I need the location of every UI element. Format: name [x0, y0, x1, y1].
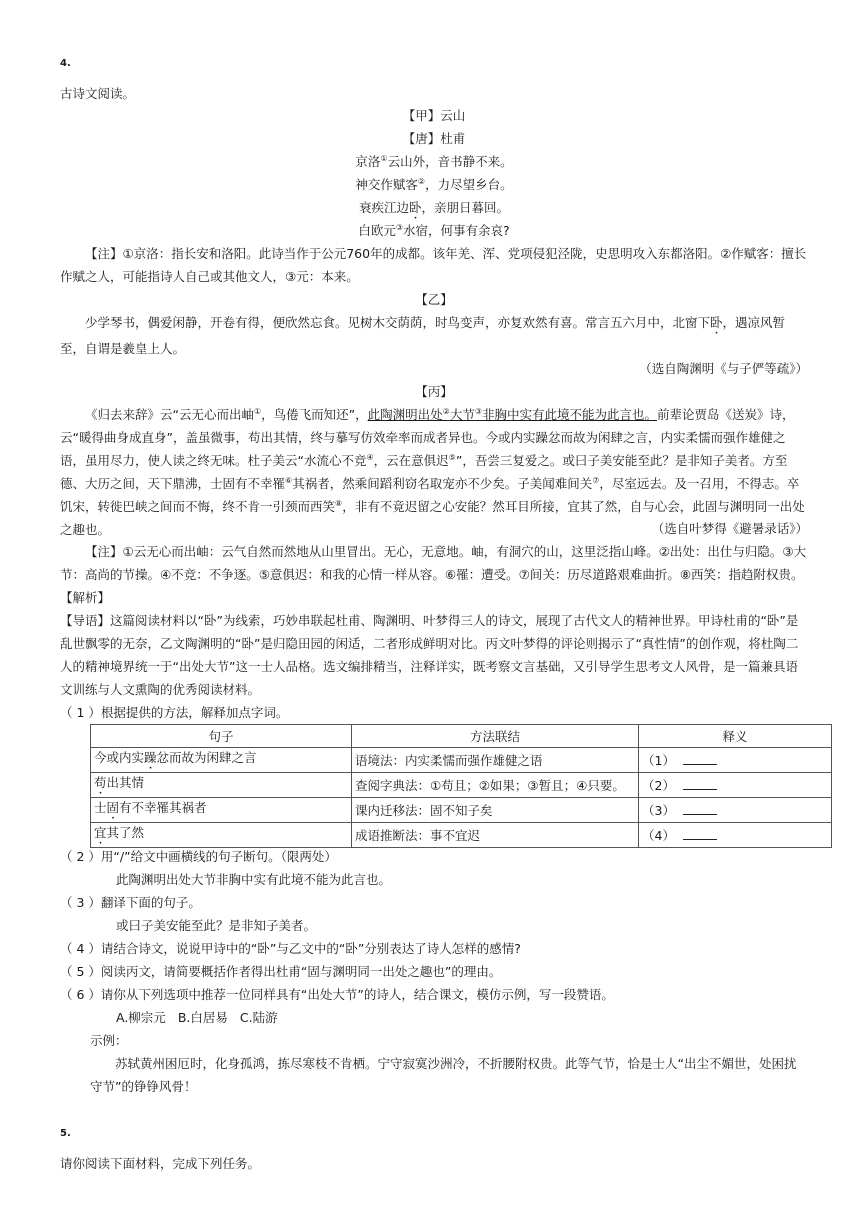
poem-line: 白欧元③水宿，何事有余哀? [358, 222, 510, 238]
answer-blank[interactable] [683, 777, 717, 790]
question-intro: 请你阅读下面材料，完成下列任务。 [60, 1156, 261, 1171]
question-5: （ 5 ）阅读丙文，请简要概括作者得出杜甫“固与渊明同一出处之趣也”的理由。 [60, 964, 502, 979]
analysis-text: 【导语】这篇阅读材料以“卧”为线索，巧妙串联起杜甫、陶渊明、叶梦得三人的诗文，展现了古代文人的精神世界。甲诗杜甫的“卧”是乱世飘零的无奈，乙文陶渊明的“卧”是归隐田园的闲适，二者形成鲜明对比。丙文叶梦得的评论则揭示了“真性情”的创作观，将杜陶二人的精神境界统一于“出处大节”这一士人品格。选文编排精当，注释详实，既考察文言基础，又引导学生思考文人风骨，是一篇兼具语文训练与人文熏陶的优秀阅读材料。 [60, 613, 799, 697]
method-cell: 成语推断法：事不宜迟 [352, 823, 639, 848]
underlined-sentence: 此陶渊明出处②大节③非胸中实有此境不能为此言也。 [367, 406, 658, 422]
question-1: （ 1 ）根据提供的方法，解释加点字词。 [60, 705, 289, 720]
table-row [91, 748, 832, 773]
poem-line: 神交作赋客②，力尽望乡台。 [355, 176, 513, 192]
method-cell: 课内迁移法：固不知子矣 [352, 798, 639, 823]
answer-cell: （4） [639, 823, 832, 848]
table-row [91, 773, 832, 798]
question-number: 5. [60, 1128, 71, 1139]
answer-blank[interactable] [683, 802, 717, 815]
method-cell: 语境法：内实柔懦而强作雄健之语 [352, 748, 639, 773]
question-4: （ 4 ）请结合诗文，说说甲诗中的“卧”与乙文中的“卧”分别表达了诗人怎样的感情? [60, 941, 521, 956]
example-label: 示例： [90, 1033, 128, 1048]
table-header: 方法联结 [352, 725, 639, 748]
option: C.陆游 [239, 1010, 278, 1025]
table-row [91, 798, 832, 823]
option-list [116, 1006, 808, 1029]
question-3: （ 3 ）翻译下面的句子。 [60, 895, 201, 910]
answer-blank[interactable] [683, 752, 717, 765]
sentence-cell: 士固有不幸罹其祸者 [91, 798, 352, 823]
sentence-cell: 今或内实躁忿而故为闲肆之言 [91, 748, 352, 773]
option: B.白居易 [177, 1010, 228, 1025]
answer-cell: （1） [639, 748, 832, 773]
poem-author: 【唐】杜甫 [402, 131, 466, 146]
table-header: 释义 [639, 725, 832, 748]
section-title: 【丙】 [415, 384, 453, 399]
prose-text: 《归去来辞》云“云无心而出岫①，鸟倦飞而知还”，此陶渊明出处②大节③非胸中实有此境不能为此言也。前辈论贾岛《送炭》诗，云“暖得曲身成直身”，盖虽微事，苟出其情，终与摹写仿效牵率而成者异也。今或内实躁忿而故为闲肆之言，内实柔懦而强作雄健之语，虽用尽力，使人读之终无味。杜子美云“水流心不竞④，云在意俱迟⑤”，吾尝三复爱之。或曰子美安能至此？是非知子美者。方至德、大历之间，天下鼎沸，士固有不幸罹⑥其祸者，然乘间蹈利窃名取宠亦不少矣。子美闻难间关⑦，尽室远去。及一召用，不得志。卒饥宋，转徙巴峡之间而不悔，终不肯一引颈而西笑⑧，非有不竟迟留之心安能？然耳目所接，宜其了然，自与心会，此固与渊明同一出处之趣也。 [60, 406, 805, 537]
method-table [90, 724, 832, 848]
analysis-label: 【解析】 [60, 590, 111, 605]
sentence-cell: 苟出其情 [91, 773, 352, 798]
question-sentence: 或曰子美安能至此？是非知子美者。 [116, 918, 317, 933]
poem-title: 【甲】云山 [402, 108, 466, 123]
table-header-row [91, 725, 832, 748]
method-cell: 查阅字典法：①苟且；②如果；③暂且；④只要。 [352, 773, 639, 798]
poem-line: 衰疾江边卧，亲朋日暮回。 [358, 200, 510, 215]
question-6: （ 6 ）请你从下列选项中推荐一位同样具有“出处大节”的诗人，结合课文，模仿示例，写一段赞语。 [60, 987, 614, 1002]
section-title: 【乙】 [415, 292, 453, 307]
source-citation: （选自叶梦得《避暑录话》） [651, 521, 808, 536]
answer-blank[interactable] [683, 827, 717, 840]
answer-cell: （3） [639, 798, 832, 823]
answer-cell: （2） [639, 773, 832, 798]
prose-note: 【注】①云无心而出岫：云气自然而然地从山里冒出。无心，无意地。岫，有洞穴的山，这里泛指山峰。②出处：出仕与归隐。③大节：高尚的节操。④不竞：不争逐。⑤意俱迟：和我的心情一样从容。⑥罹：遭受。⑦间关：历尽道路艰难曲折。⑧西笑：指趋附权贵。 [60, 544, 807, 582]
question-sentence: 此陶渊明出处大节非胸中实有此境不能为此言也。 [116, 872, 392, 887]
question-intro: 古诗文阅读。 [60, 86, 136, 101]
option: A.柳宗元 [116, 1010, 166, 1025]
poem-note: 【注】①京洛：指长安和洛阳。此诗当作于公元760年的成都。该年羌、浑、党项侵犯泾陇，史思明攻入东都洛阳。②作赋客：擅长作赋之人，可能指诗人自己或其他文人，③元：本来。 [60, 246, 807, 284]
table-row [91, 823, 832, 848]
question-number: 4. [60, 58, 71, 69]
sentence-cell: 宜其了然 [91, 823, 352, 848]
question-2: （ 2 ）用“/”给文中画横线的句子断句。（限两处） [60, 849, 337, 864]
example-text: 苏轼黄州困厄时，化身孤鸿，拣尽寒枝不肯栖。宁守寂寞沙洲冷，不折腰附权贵。此等气节，恰是士人“出尘不媚世，处困扰守节”的铮铮风骨！ [90, 1056, 797, 1094]
table-header: 句子 [91, 725, 352, 748]
source-citation: （选自陶渊明《与子俨等疏》） [639, 361, 808, 376]
prose-text: 少学琴书，偶爱闲静，开卷有得，便欣然忘食。见树木交荫荫，时鸟变声，亦复欢然有喜。常言五六月中，北窗下卧，遇凉风暂至，自谓是羲皇上人。 [60, 315, 786, 356]
poem-line: 京洛①云山外，音书静不来。 [355, 153, 513, 169]
